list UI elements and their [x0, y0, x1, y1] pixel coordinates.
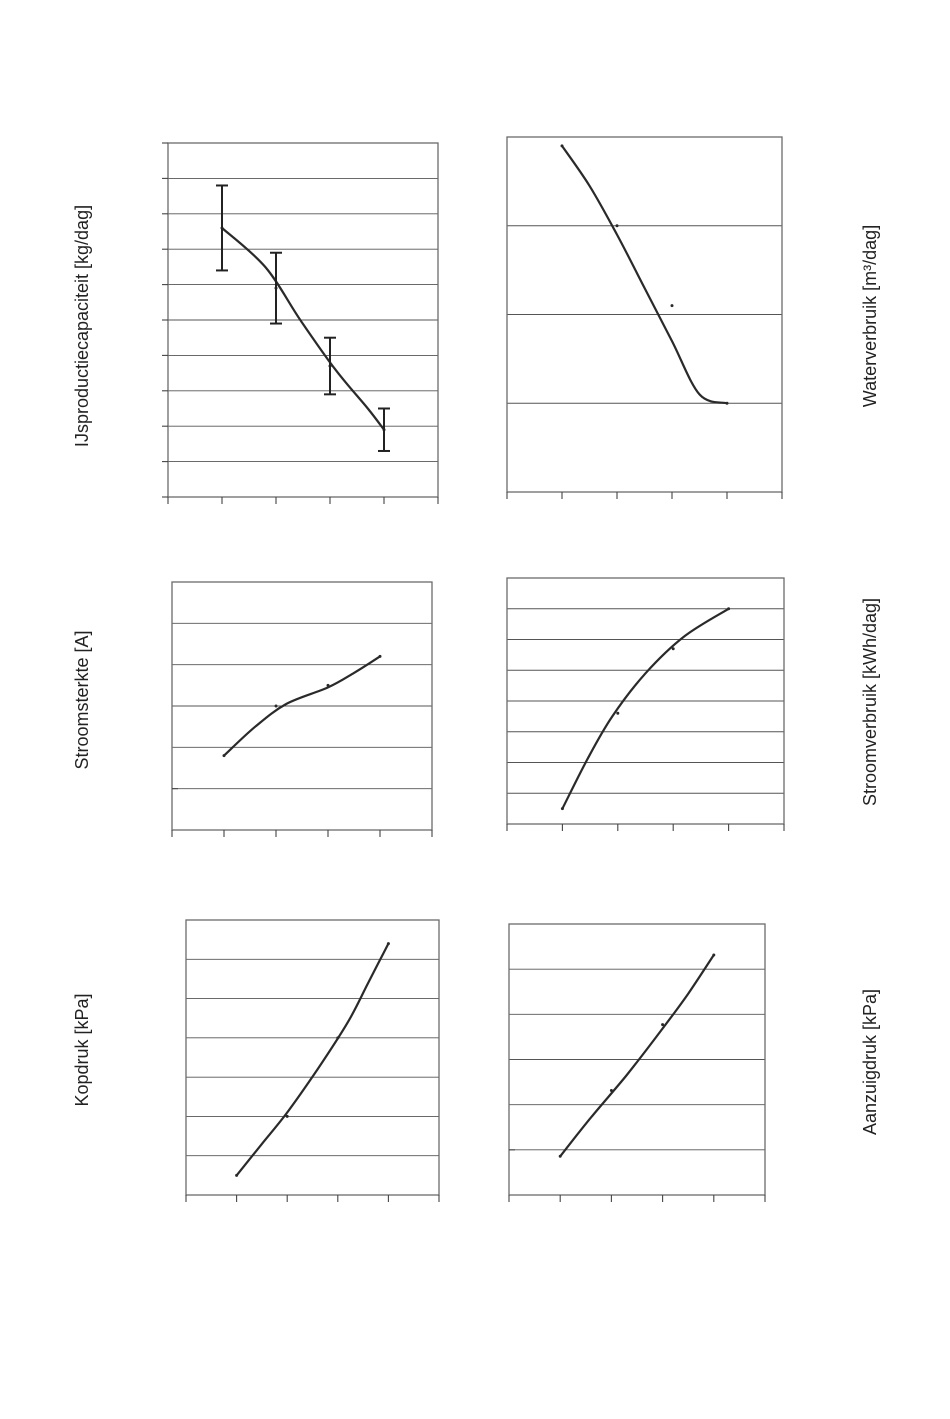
data-point	[616, 224, 619, 227]
ylabel-waterverbruik: Waterverbruik [m³/dag]	[860, 224, 880, 408]
data-point	[336, 1036, 339, 1039]
chart-stroomverbruik	[507, 578, 784, 831]
series-line	[562, 146, 727, 403]
data-point	[559, 1155, 562, 1158]
ylabel-stroomsterkte: Stroomsterkte [A]	[72, 630, 92, 770]
data-point	[387, 942, 390, 945]
series-line	[560, 955, 714, 1156]
data-point	[286, 1115, 289, 1118]
series-line	[237, 944, 389, 1176]
plot-frame	[186, 920, 439, 1195]
ylabel-kopdruk: Kopdruk [kPa]	[72, 993, 92, 1107]
chart-ijsproductie	[162, 143, 438, 504]
data-point	[223, 754, 226, 757]
data-point	[727, 607, 730, 610]
ylabel-ijsproductie: IJsproductiecapaciteit [kg/dag]	[72, 204, 92, 448]
data-point	[561, 807, 564, 810]
data-point	[726, 402, 729, 405]
data-point	[561, 144, 564, 147]
ylabel-aanzuigdruk: Aanzuigdruk [kPa]	[860, 988, 880, 1136]
chart-aanzuigdruk	[509, 924, 765, 1202]
data-point	[672, 647, 675, 650]
data-point	[235, 1174, 238, 1177]
chart-waterverbruik	[507, 137, 782, 499]
ylabel-stroomverbruik: Stroomverbruik [kWh/dag]	[860, 597, 880, 807]
data-point	[610, 1089, 613, 1092]
chart-stroomsterkte	[172, 582, 432, 837]
data-point	[275, 705, 278, 708]
chart-kopdruk	[186, 920, 439, 1202]
series-line	[562, 609, 728, 809]
data-point	[712, 953, 715, 956]
data-point	[327, 684, 330, 687]
data-point	[379, 655, 382, 658]
data-point	[616, 712, 619, 715]
data-point	[661, 1023, 664, 1026]
series-line	[222, 228, 384, 430]
data-point	[671, 304, 674, 307]
